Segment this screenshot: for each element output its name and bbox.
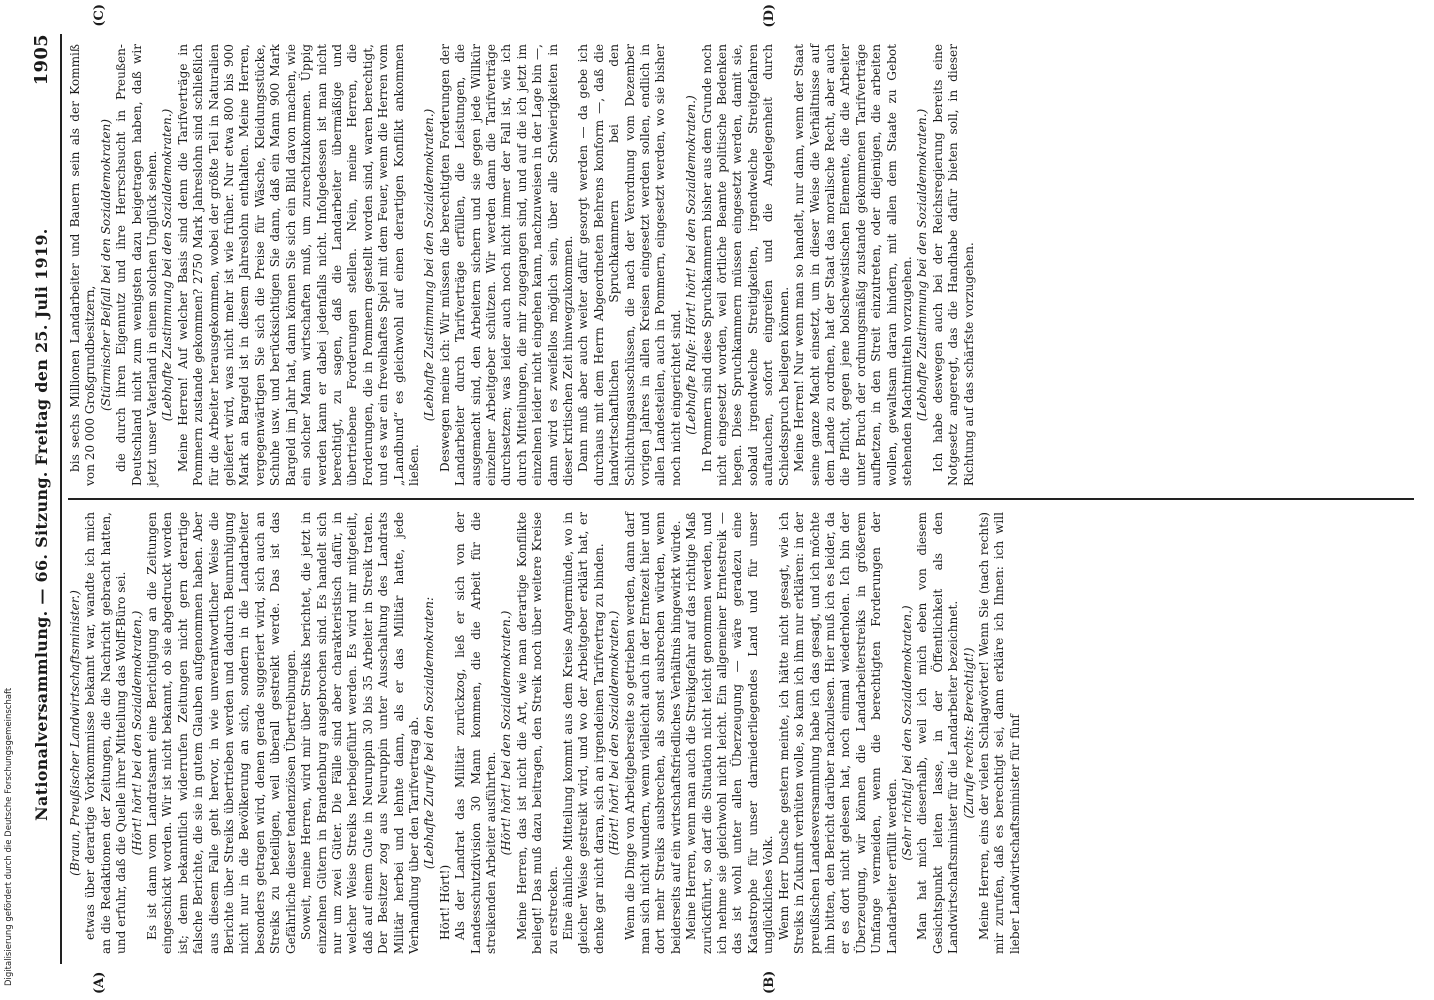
paragraph: (Lebhafte Zurufe bei den Sozialdemokraten:: [422, 596, 437, 870]
paragraph: (Lebhafte Rufe: Hört! hört! bei den Sozialdemokraten.): [684, 95, 699, 435]
paragraph: die durch ihren Eigennutz und ihre Herrschsucht in Preußen-Deutschland nicht zum wenigsten dazu beigetragen haben, daß wir jetzt unser Vaterland in einem solchen Unglück sehen.: [114, 44, 160, 486]
paragraph: Ich habe deswegen auch bei der Reichsregierung bereits eine Notgesetz angeregt, das die Handhabe dafür bieten soll, in dieser Richtung auf das schärfste vorzugehen.: [930, 44, 976, 486]
paragraph: Als der Landrat das Militär zurückzog, ließ er sich von der Landesschutzdivision 30 Mann kommen, die die Arbeit für die streikenden Arbeiter ausführten.: [453, 512, 498, 954]
paragraph: Man hat mich dieserhalb, weil ich mich eben von diesem Gesichtspunkt leiten lasse, in der Öffentlichkeit als den Landwirtschaftsminister für die Landarbeiter bezeichnet.: [915, 512, 961, 954]
page-inner: [22, 4, 1414, 994]
paragraph: (Hört! hört! bei den Sozialdemokraten.): [607, 610, 622, 856]
paragraph: (Hört! hört! bei den Sozialdemokraten.): [499, 610, 514, 856]
paragraph: Meine Herren! Auf welcher Basis sind denn die Tarifverträge in Pommern zustande gekommen? 2750 Mark Jahreslohn sind schließlich für die Arbeiter herausgekommen, wobei der größte Teil in Naturalien geliefert wird, was nicht mehr ist wie früher. Nur etwa 800 bis 900 Mark an Bargeld ist in diesem Jahreslohn enthalten. Meine Herren, vergegenwärtigen Sie sich die Preise für Wäsche, Kleidungsstücke, Schuhe usw. und berücksichtigen Sie dann, daß ein Mann 900 Mark Bargeld im Jahr hat, dann können Sie sich ein Bild davon machen, wie ein solcher Mann wirtschaften muß, um zurechtzukommen. Üppig werden kann er dabei jedenfalls nicht. Infolgedessen ist man nicht berechtigt, zu sagen, daß die Landarbeiter übermäßige und übertriebene Forderungen stellen. Nein, meine Herren, die Forderungen, die in Pommern gestellt worden sind, waren berechtigt, und es war ein frevelhaftes Spiel mit dem Feuer, wenn die Herren vom „Landbund“ es gleichwohl auf einen derartigen Konflikt ankommen ließen.: [175, 44, 421, 486]
paragraph: Wenn Herr Dusche gestern meinte, ich hätte nicht gesagt, wie ich Streiks in Zukunft verhüten wolle, so kann ich ihm nur erklären: in der preußischen Landesversammlung habe ich das gesagt, und ich möchte ihn bitten, den Bericht darüber nachzulesen. Hier muß ich es leider, da er es dort nicht gelesen hat, noch einmal wiederholen. Ich bin der Überzeugung, wir können die Landarbeiterstreiks in größerem Umfange vermeiden, wenn die berechtigten Forderungen der Landarbeiter erfüllt werden.: [776, 512, 899, 954]
right-column: [68, 34, 1414, 496]
paragraph: Eine ähnliche Mitteilung kommt aus dem Kreise Angermünde, wo in gleicher Weise gestreikt wird, und wo der Arbeitgeber erklärt hat, er denke gar nicht daran, sich an irgendeinen Tarifvertrag zu binden.: [561, 512, 606, 954]
paragraph: (Lebhafte Zustimmung bei den Sozialdemokraten.): [915, 108, 930, 422]
page-header: [22, 34, 62, 964]
paragraph: bis sechs Millionen Landarbeiter und Bauern sein als der Kommiß von 20 000 Großgrundbesitzern,: [68, 44, 98, 486]
digitization-credit: [4, 6, 18, 996]
paragraph: In Pommern sind diese Spruchkammern bisher aus dem Grunde noch nicht eingesetzt worden, weil örtliche Beamte politische Bedenken hegen. Diese Spruchkammern müssen eingesetzt werden, damit sie, sobald irgendwelche Streitigkeiten, irgendwelche Streitgefahren auftauchen, sofort eingreifen und die Angelegenheit durch Schiedsspruch beilegen können.: [699, 44, 791, 486]
marker-d: (D): [762, 4, 777, 28]
paragraph: Meine Herren! Nur wenn man so handelt, nur dann, wenn der Staat seine ganze Macht einsetzt, um in dieser Weise die Verhältnisse auf dem Lande zu ordnen, hat der Staat das moralische Recht, aber auch die Pflicht, gegen jene bolschewistischen Elemente, die die Arbeiter unter Bruch der ordnungsmäßig zustande gekommenen Tarifverträge aufhetzen, in den Streit einzutreten, oder diejenigen, die arbeiten wollen, gewaltsam daran hindern, mit allen dem Staate zu Gebot stehenden Machtmitteln vorzugehen.: [792, 44, 914, 486]
paragraph: (Zurufe rechts: Berechtigt!): [961, 647, 976, 819]
paragraph: (Hört! hört! bei den Sozialdemokraten.): [129, 610, 144, 856]
paragraph: Es ist dann vom Landratsamt eine Berichtigung an die Zeitungen eingeschickt worden. Wir ist nicht bekannt, ob sie abgedruckt worden ist; denn bekanntlich widerrufen Zeitungen nicht gern derartige falsche Berichte, die sie in gutem Glauben aufgenommen haben. Aber aus diesem Falle geht hervor, in wie unverantwortlicher Weise die Berichte über Streiks übertrieben werden und dadurch Beunruhigung nicht nur in die Bevölkerung an sich, sondern in die Landarbeiter besonders getragen wird, denen gerade suggeriert wird, sich auch an Streiks zu beteiligen, weil überall gestreikt werde. Das ist das Gefährliche dieser tendenziösen Übertreibungen.: [145, 512, 298, 954]
column-divider: [68, 498, 1414, 500]
paragraph: etwas über derartige Vorkommnisse bekannt war, wandte ich mich an die Redaktionen der Zeitungen, die die Nachricht gebracht hatten, und erfuhr, daß die Quelle ihrer Mitteilung das Wolff-Büro sei.: [83, 512, 129, 954]
page-title: Nationalversammlung. — 66. Sitzung. Freitag den 25. Juli 1919.: [31, 228, 51, 821]
paragraph: Meine Herren, wenn man auch die Streikgefahr auf das richtige Maß zurückführt, so darf die Situation nicht leicht genommen werden, und ich nehme sie gleichwohl nicht leicht. Ein allgemeiner Erntestreik — das ist wohl unter allen Überzeugung — wäre geradezu eine Katastrophe für unser darniederliegendes Land und für unser unglückliches Volk.: [684, 512, 776, 954]
paragraph: Dann muß aber auch weiter dafür gesorgt werden — da gebe ich durchaus mit dem Herrn Abgeordneten Behrens konform —, daß die landwirtschaftlichen Spruchkammern bei den Schlichtungsausschüssen, die nach der Verordnung vom Dezember vorigen Jahres in allen Kreisen eingesetzt werden sollen, endlich in allen Landesteilen, auch in Pommern, eingesetzt werden, wo sie bisher noch nicht eingerichtet sind.: [576, 44, 683, 486]
paragraph: Hört! Hört!): [437, 864, 452, 940]
credit-text: Digitalisierung gefördert durch die Deutsche Forschungsgemeinschaft: [4, 687, 14, 986]
paragraph: (Lebhafte Zustimmung bei den Sozialdemokraten.): [160, 108, 175, 422]
marker-a: (A): [92, 971, 107, 994]
left-column: [68, 502, 1414, 964]
paragraph: Meine Herren, das ist nicht die Art, wie man derartige Konflikte beilegt! Das muß dazu beitragen, den Streik noch über weitere Kreise zu erstrecken.: [514, 512, 560, 954]
paragraph: (Sehr richtig! bei den Sozialdemokraten.): [899, 605, 914, 861]
marker-b: (B): [762, 970, 777, 994]
marker-c: (C): [92, 4, 107, 27]
paragraph: (Braun, Preußischer Landwirtschaftsminister.): [68, 590, 82, 876]
page-number: 1905: [30, 34, 52, 86]
paragraph: Soweit, meine Herren, wird mir über Streiks berichtet, die jetzt in einzelnen Gütern in Brandenburg ausgebrochen sind. Es handelt sich nur um zwei Güter. Die Fälle sind aber charakteristisch dafür, in welcher Weise Streiks herbeigeführt werden. Es wird mir mitgeteilt, daß auf einem Gute in Neuruppin 30 bis 35 Arbeiter in Streik traten. Der Besitzer zog aus Neuruppin unter Ausschaltung des Landrats Militär herbei und lehnte dann, als er das Militär hatte, jede Verhandlung über den Tarifvertrag ab.: [299, 512, 421, 954]
paragraph: Deswegen meine ich: Wir müssen die berechtigten Forderungen der Landarbeiter durch Tarifverträge erfüllen, die Leistungen, die ausgemacht sind, den Arbeitern sichern und sie gegen jede Willkür einzelner Arbeitgeber schützen. Wir werden dann die Tarifverträge durchsetzen; was leider auch noch nicht immer der Fall ist, wie ich durch Mitteilungen, die mir zugegangen sind, und auf die ich jetzt im einzelnen leider nicht eingehen kann, nachzuweisen in der Lage bin —, dann wird es zweifellos möglich sein, über alle Schwierigkeiten in dieser kritischen Zeit hinwegzukommen.: [437, 44, 575, 486]
paragraph: Wenn die Dinge von Arbeitgeberseite so getrieben werden, dann darf man sich nicht wundern, wenn vielleicht auch in der Erntezeit hier und dort mehr Streiks ausbrechen, als sonst ausbrechen würden, wenn beiderseits auf ein wirtschaftsfriedliches Verhältnis hingewirkt würde.: [622, 512, 683, 954]
paragraph: Meine Herren, eins der vielen Schlagwörter! Wenn Sie (nach rechts) mir zurufen, daß es berechtigt sei, dann erkläre ich Ihnen: ich will lieber Landwirtschaftsminister für fünf: [976, 512, 1022, 954]
columns: [68, 34, 1414, 964]
paragraph: (Stürmischer Beifall bei den Sozialdemokraten): [98, 119, 113, 412]
paragraph: (Lebhafte Zustimmung bei den Sozialdemokraten.): [422, 108, 437, 422]
